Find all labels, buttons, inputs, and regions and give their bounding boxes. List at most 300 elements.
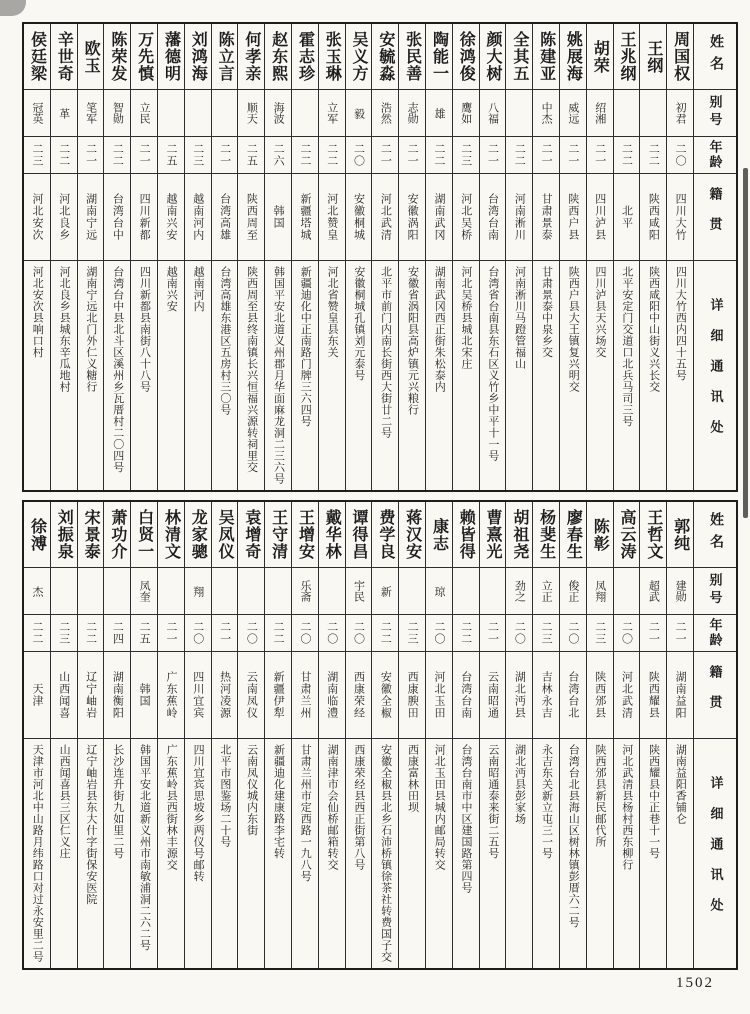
entry-age-text: 二六	[272, 143, 285, 167]
entry-name	[614, 24, 640, 90]
entry-address-text: 四川新都县南街八十八号	[138, 266, 151, 393]
entry-column	[264, 502, 291, 968]
entry-native	[426, 174, 452, 261]
entry-address-text: 河北玉田县城内邮局转交	[433, 744, 446, 871]
entry-age-text: 二〇	[352, 621, 365, 645]
entry-name-text: 王纲	[644, 39, 662, 74]
entry-name-text: 万先慎	[135, 31, 153, 82]
entry-alias	[212, 90, 238, 137]
entry-age-text: 二二	[459, 621, 472, 645]
entry-address	[640, 261, 666, 487]
entry-name-text: 辛世奇	[55, 31, 73, 82]
entry-address	[212, 739, 238, 965]
entry-native	[158, 652, 184, 739]
entry-name	[131, 502, 157, 568]
entry-address-text: 韩国平安北道新义州市南敏浦洞二六二号	[138, 744, 151, 951]
entry-age	[158, 615, 184, 652]
entry-name-text: 刘鸿海	[189, 31, 207, 82]
column-header-address	[694, 739, 736, 965]
entry-name	[238, 24, 264, 90]
entry-age-text: 二一	[593, 143, 606, 167]
entry-address	[506, 739, 532, 965]
entry-age-text: 二二	[620, 143, 633, 167]
entry-name-text: 赖皆得	[457, 509, 475, 560]
entry-native-text: 四川新都	[138, 193, 151, 241]
entry-name	[587, 24, 613, 90]
column-header-address-text: 详细通讯处	[708, 297, 724, 451]
entry-address-text: 广东蕉岭县西街林丰源交	[165, 744, 178, 871]
entry-native	[212, 174, 238, 261]
entry-native-text: 河北良乡	[57, 193, 70, 241]
entry-age	[399, 137, 425, 174]
entry-native-text: 越南河内	[191, 193, 204, 241]
entry-address-text: 河北省赞皇县东关	[326, 266, 339, 358]
entry-age	[24, 615, 50, 652]
entry-age	[292, 615, 318, 652]
entry-alias-text: 立民	[138, 102, 151, 124]
entry-native	[453, 174, 479, 261]
entry-address-text: 山西闻喜县三区仁义庄	[58, 744, 71, 859]
entry-name	[319, 24, 345, 90]
entry-name-text: 曹熹光	[484, 509, 502, 560]
entry-age	[319, 137, 345, 174]
entry-native-text: 河北赞皇	[325, 193, 338, 241]
entry-name-text: 张民善	[403, 31, 421, 82]
entry-native	[104, 174, 130, 261]
entry-alias-text: 凤奎	[138, 580, 151, 602]
entry-native	[78, 174, 104, 261]
entry-name	[614, 502, 640, 568]
entry-native	[480, 652, 506, 739]
entry-name	[78, 502, 104, 568]
entry-address-text: 台湾高雄东港区五房村三〇号	[218, 266, 231, 416]
entry-column	[479, 24, 506, 490]
entry-native-text: 湖南宁远	[84, 193, 97, 241]
entry-native	[24, 652, 50, 739]
entry-address	[533, 261, 559, 487]
entry-alias	[104, 568, 130, 615]
entry-age-text: 二〇	[566, 621, 579, 645]
entry-name	[158, 24, 184, 90]
entry-native	[185, 652, 211, 739]
entry-column	[586, 502, 613, 968]
entry-alias	[292, 568, 318, 615]
entry-native-text: 新疆伊犁	[272, 671, 285, 719]
entry-address	[614, 739, 640, 965]
entry-name-text: 白贤一	[135, 509, 153, 560]
entry-alias-text: 毅	[352, 107, 365, 119]
entry-column	[211, 24, 238, 490]
column-header-native-text: 籍贯	[707, 665, 723, 725]
entry-address-text: 北平市图鉴场二十号	[218, 744, 231, 848]
entry-alias	[560, 90, 586, 137]
entry-age-text: 二〇	[352, 143, 365, 167]
entry-address-text: 北平市前门内南长街西大街廿二号	[379, 266, 392, 439]
entry-native-text: 韩国	[272, 205, 285, 229]
entry-native	[587, 652, 613, 739]
entry-age	[319, 615, 345, 652]
entry-name	[104, 502, 130, 568]
entry-column	[50, 502, 77, 968]
entry-age-text: 二一	[138, 143, 151, 167]
entry-name	[131, 24, 157, 90]
entry-name	[480, 502, 506, 568]
entry-alias	[319, 90, 345, 137]
entry-age	[265, 137, 291, 174]
entry-age-text: 二五	[164, 143, 177, 167]
entry-age	[560, 137, 586, 174]
entry-native	[24, 174, 50, 261]
entry-age	[131, 615, 157, 652]
entry-address-text: 四川宜宾思坡乡两仪号邮转	[192, 744, 205, 882]
entry-name-text: 王兆纲	[618, 31, 636, 82]
entry-native	[292, 174, 318, 261]
entry-native	[346, 652, 372, 739]
entry-column	[532, 502, 559, 968]
entry-address	[506, 261, 532, 487]
entry-age	[480, 137, 506, 174]
entry-age	[372, 615, 398, 652]
entry-alias-text: 革	[57, 107, 70, 119]
entry-native	[346, 174, 372, 261]
entry-age-text: 二一	[379, 143, 392, 167]
entry-name-text: 吴义方	[350, 31, 368, 82]
entry-name	[533, 24, 559, 90]
entry-address	[51, 739, 77, 965]
entry-address-text: 陕西户县大王镇复兴明交	[567, 266, 580, 393]
entry-name-text: 欧玉	[82, 39, 100, 74]
entry-address-text: 西康荣经县西正街第八号	[352, 744, 365, 871]
entry-name	[212, 24, 238, 90]
entry-alias	[104, 90, 130, 137]
entry-age-text: 二二	[57, 143, 70, 167]
entry-name-text: 安毓淼	[376, 31, 394, 82]
entry-age	[453, 137, 479, 174]
entry-name-text: 周国权	[671, 31, 689, 82]
entry-alias-text: 杰	[30, 585, 43, 597]
entry-age-text: 二一	[566, 143, 579, 167]
entry-age	[372, 137, 398, 174]
entry-name	[24, 24, 50, 90]
entry-native	[533, 652, 559, 739]
entry-name	[292, 24, 318, 90]
entry-age	[640, 137, 666, 174]
entry-native	[506, 174, 532, 261]
entry-native-text: 台湾台南	[459, 671, 472, 719]
entry-name	[319, 502, 345, 568]
entry-native-text: 甘肃景泰	[540, 193, 553, 241]
entry-name	[104, 24, 130, 90]
entry-name-text: 谭得昌	[350, 509, 368, 560]
entry-age	[614, 615, 640, 652]
entry-name	[346, 24, 372, 90]
entry-native	[319, 652, 345, 739]
entry-native	[185, 174, 211, 261]
entry-address	[533, 739, 559, 965]
entry-address-text: 安徽桐城孔镇刘元泰号	[352, 266, 365, 381]
entry-native-text: 四川宜宾	[191, 671, 204, 719]
entry-alias-text: 智勋	[111, 102, 124, 124]
column-header-age	[694, 615, 736, 652]
entry-name	[372, 24, 398, 90]
entry-name	[506, 24, 532, 90]
entry-age-text: 二〇	[298, 621, 311, 645]
entry-age	[533, 615, 559, 652]
entry-native-text: 湖南衡阳	[111, 671, 124, 719]
entry-name	[24, 502, 50, 568]
entry-alias	[372, 90, 398, 137]
entry-native-text: 热河凌源	[218, 671, 231, 719]
entry-name-text: 陈建亚	[537, 31, 555, 82]
entry-address	[372, 261, 398, 487]
entry-native-text: 云南凤仪	[245, 671, 258, 719]
entry-column	[639, 502, 666, 968]
entry-address-text: 甘肃景泰中泉乡交	[540, 266, 553, 358]
entry-age	[667, 615, 693, 652]
entry-address-text: 安徽全椒县北乡石沛桥镇徐茶社转费国子交	[379, 744, 392, 963]
entry-name	[346, 502, 372, 568]
entry-native-text: 西康荣经	[352, 671, 365, 719]
entry-alias	[533, 90, 559, 137]
entry-address	[104, 739, 130, 965]
entry-name	[78, 24, 104, 90]
entry-native-text: 广东蕉岭	[164, 671, 177, 719]
entry-address	[131, 739, 157, 965]
entry-age	[24, 137, 50, 174]
entry-native	[104, 652, 130, 739]
entry-address-text: 陕西周至县终南镇长兴恒福兴源转祠里交	[245, 266, 258, 473]
entry-address	[131, 261, 157, 487]
entry-age-text: 二一	[674, 621, 687, 645]
entry-native-text: 湖南武冈	[432, 193, 445, 241]
entry-alias	[131, 90, 157, 137]
entry-native-text: 河北吴桥	[459, 193, 472, 241]
entry-native-text: 安徽全椒	[379, 671, 392, 719]
entry-age	[131, 137, 157, 174]
entry-column	[237, 502, 264, 968]
entry-column	[639, 24, 666, 490]
entry-column	[103, 24, 130, 490]
entry-address-text: 河北良乡县城东辛瓜地村	[58, 266, 71, 393]
column-header-alias-text: 别号	[707, 573, 723, 609]
entry-alias	[560, 568, 586, 615]
entry-name-text: 赵东熙	[269, 31, 287, 82]
entry-address	[265, 739, 291, 965]
entry-address-text: 台湾台北县海山区树林镇彭厝六二号	[567, 744, 580, 928]
entry-age	[292, 137, 318, 174]
entry-name-text: 王增安	[296, 509, 314, 560]
entry-address-text: 湖南武冈西正街朱松泰内	[433, 266, 446, 393]
entry-age-text: 二五	[245, 143, 258, 167]
entry-native	[131, 174, 157, 261]
entry-address	[185, 261, 211, 487]
entry-age	[587, 615, 613, 652]
entry-address-text: 越南兴安	[165, 266, 178, 312]
entry-column	[184, 502, 211, 968]
entry-alias	[640, 90, 666, 137]
entry-alias-text: 凤翔	[593, 580, 606, 602]
entry-name-text: 高云涛	[618, 509, 636, 560]
entry-age	[212, 137, 238, 174]
entry-address	[51, 261, 77, 487]
entry-age	[426, 615, 452, 652]
entry-alias	[185, 568, 211, 615]
entry-native	[372, 652, 398, 739]
entry-column	[371, 24, 398, 490]
entry-age-text: 二〇	[325, 621, 338, 645]
entry-age-text: 二一	[218, 143, 231, 167]
entry-name-text: 戴华林	[323, 509, 341, 560]
entry-native-text: 四川泸县	[593, 193, 606, 241]
entry-age	[238, 615, 264, 652]
entry-name	[238, 502, 264, 568]
entry-age-text: 二二	[513, 143, 526, 167]
column-header-address-text: 详细通讯处	[708, 775, 724, 929]
entry-column	[291, 24, 318, 490]
entry-address-text: 河北吴桥县城北宋庄	[460, 266, 473, 370]
entry-address	[399, 261, 425, 487]
entry-alias-text: 乐斋	[298, 580, 311, 602]
entry-native	[238, 174, 264, 261]
entry-age	[212, 615, 238, 652]
entry-address	[453, 261, 479, 487]
entry-name-text: 王守清	[269, 509, 287, 560]
entry-name-text: 吴凤仪	[216, 509, 234, 560]
entry-name	[480, 24, 506, 90]
entry-age-text: 二〇	[674, 143, 687, 167]
entry-alias	[78, 90, 104, 137]
entry-address	[104, 261, 130, 487]
entry-address	[587, 739, 613, 965]
entry-address-text: 台湾台中县北斗区溪州乡瓦厝村二〇四号	[111, 266, 124, 473]
entry-alias	[426, 90, 452, 137]
entry-native-text: 吉林永吉	[540, 671, 553, 719]
entry-name	[372, 502, 398, 568]
entry-age-text: 二一	[647, 621, 660, 645]
column-header-age-text: 年龄	[707, 140, 723, 170]
entry-name	[185, 24, 211, 90]
entry-address-text: 陕西耀县中正巷十一号	[647, 744, 660, 859]
entry-age	[399, 615, 425, 652]
entry-address	[453, 739, 479, 965]
entry-age	[506, 615, 532, 652]
entry-alias-text: 雄	[432, 107, 445, 119]
entry-native	[399, 174, 425, 261]
entry-address-text: 长沙连升街九如里二号	[111, 744, 124, 859]
entry-column	[24, 24, 50, 490]
entry-name-text: 徐鸿俊	[457, 31, 475, 82]
entry-column	[666, 502, 693, 968]
entry-age	[158, 137, 184, 174]
entry-alias-text: 俊正	[566, 580, 579, 602]
entry-name	[640, 24, 666, 90]
entry-age-text: 二三	[406, 621, 419, 645]
entry-address	[158, 261, 184, 487]
entry-alias-text: 八福	[486, 102, 499, 124]
entry-native	[238, 652, 264, 739]
entry-address-text: 韩国平安北道义州郡月华面麻龙洞二三六号	[272, 266, 285, 485]
entry-age	[480, 615, 506, 652]
entry-address	[346, 261, 372, 487]
entry-name	[587, 502, 613, 568]
entry-native-text: 河北安次	[30, 193, 43, 241]
column-header-address	[694, 261, 736, 487]
entry-alias	[51, 90, 77, 137]
entry-age	[185, 137, 211, 174]
entry-native	[667, 652, 693, 739]
entry-native	[533, 174, 559, 261]
entry-address-text: 新疆迪化中正南路门牌三六四号	[299, 266, 312, 427]
entry-address	[319, 739, 345, 965]
column-header-native	[694, 652, 736, 739]
entry-alias	[292, 90, 318, 137]
entry-address	[640, 739, 666, 965]
entry-name-text: 杨斐生	[537, 509, 555, 560]
entry-age	[560, 615, 586, 652]
entry-column	[77, 24, 104, 490]
entry-native	[453, 652, 479, 739]
entry-column	[398, 502, 425, 968]
entry-alias	[372, 568, 398, 615]
entry-age-text: 二二	[379, 621, 392, 645]
entry-age-text: 二〇	[432, 621, 445, 645]
entry-name	[667, 24, 693, 90]
entry-alias	[346, 568, 372, 615]
column-header-name	[694, 24, 736, 90]
entry-column	[318, 502, 345, 968]
entry-age-text: 二二	[30, 621, 43, 645]
entry-alias-text: 浩然	[379, 102, 392, 124]
entry-native-text: 河北武清	[620, 671, 633, 719]
entry-column	[532, 24, 559, 490]
column-header-name-text: 姓名	[708, 512, 723, 557]
entry-name-text: 胡荣	[591, 39, 609, 74]
entry-column	[479, 502, 506, 968]
column-header-age-text: 年龄	[707, 618, 723, 648]
entry-column	[371, 502, 398, 968]
entry-address	[426, 739, 452, 965]
entry-column	[130, 502, 157, 968]
entry-native-text: 陕西周至	[245, 193, 258, 241]
header-column	[693, 24, 736, 490]
entry-name	[185, 502, 211, 568]
entry-name	[453, 502, 479, 568]
entry-age	[238, 137, 264, 174]
entry-native-text: 越南兴安	[164, 193, 177, 241]
entry-address	[587, 261, 613, 487]
entry-column	[559, 24, 586, 490]
entry-column	[264, 24, 291, 490]
entry-native-text: 辽宁岫岩	[84, 671, 97, 719]
entry-native-text: 陕西邠县	[593, 671, 606, 719]
entry-name-text: 刘振泉	[55, 509, 73, 560]
entry-age	[614, 137, 640, 174]
entry-name-text: 袁增奇	[242, 509, 260, 560]
entry-name-text: 宋景泰	[82, 509, 100, 560]
entry-address	[426, 261, 452, 487]
entry-name-text: 康志	[430, 517, 448, 552]
entry-address-text: 四川泸县天兴场交	[594, 266, 607, 358]
entry-column	[50, 24, 77, 490]
entry-age-text: 二〇	[513, 621, 526, 645]
entry-address-text: 台湾省台南县东石区义竹乡中平十一号	[486, 266, 499, 462]
entry-native-text: 新疆塔城	[298, 193, 311, 241]
entry-name-text: 龙家骢	[189, 509, 207, 560]
entry-alias-text: 冠英	[30, 102, 43, 124]
entry-alias-text: 立正	[540, 580, 553, 602]
entry-native-text: 湖南益阳	[674, 671, 687, 719]
entry-native-text: 河北玉田	[432, 671, 445, 719]
